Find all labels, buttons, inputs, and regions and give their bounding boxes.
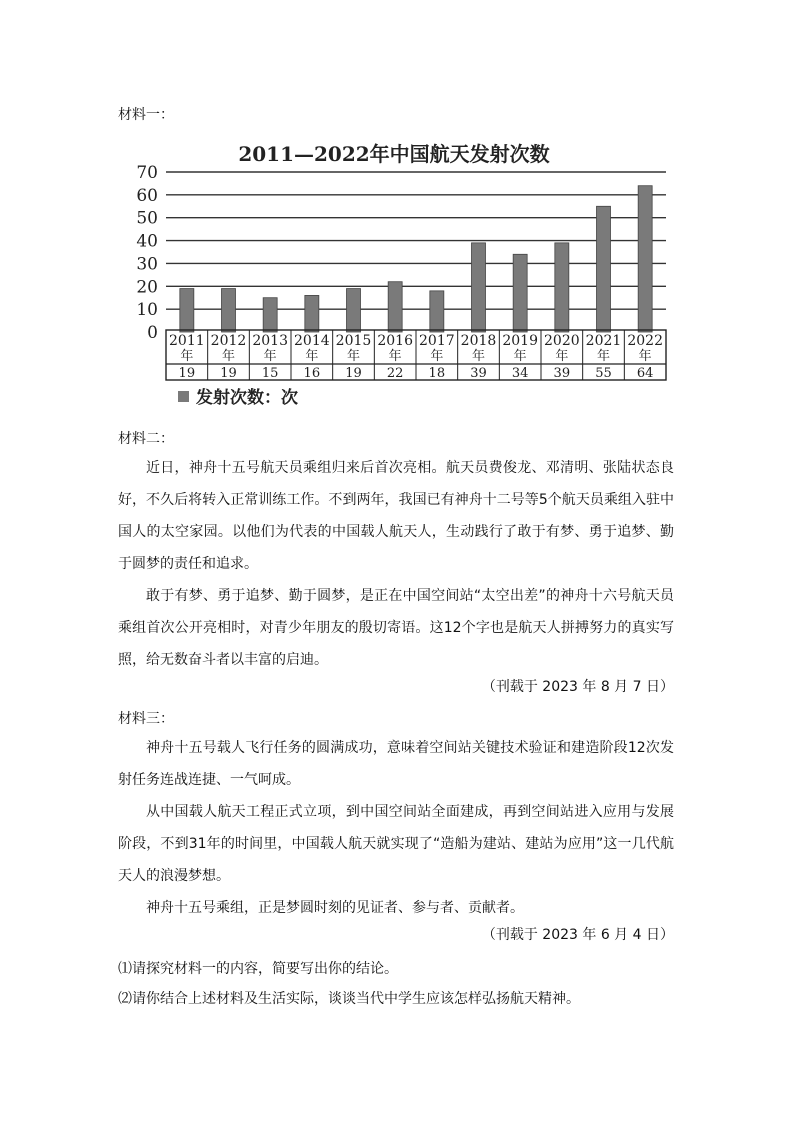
x-tick-suffix: 年 (596, 349, 611, 364)
x-tick-year: 2022 (627, 333, 663, 349)
data-label: 15 (261, 366, 279, 381)
x-tick-year: 2012 (210, 333, 247, 349)
x-tick-suffix: 年 (346, 349, 361, 364)
x-tick-suffix: 年 (638, 349, 652, 364)
x-tick-year: 2019 (502, 333, 538, 349)
data-label: 64 (636, 366, 654, 381)
x-tick-year: 2020 (544, 333, 580, 349)
bar-2011 (180, 289, 194, 332)
bar-2015 (347, 289, 361, 332)
x-tick-year: 2013 (252, 333, 288, 349)
data-label: 34 (511, 366, 529, 381)
x-tick-year: 2011 (169, 333, 205, 349)
x-tick-suffix: 年 (555, 349, 569, 364)
y-tick-label: 70 (136, 163, 158, 183)
material2-source: （刊载于 2023 年 8 月 7 日） (481, 679, 674, 695)
y-tick-label: 10 (136, 300, 158, 321)
bar-2022 (638, 186, 652, 332)
bar-2019 (513, 254, 527, 332)
bar-2021 (597, 206, 611, 332)
y-tick-label: 50 (136, 208, 158, 229)
data-label: 16 (303, 366, 321, 381)
x-tick-suffix: 年 (180, 349, 194, 364)
data-label: 18 (428, 366, 446, 381)
x-tick-year: 2018 (460, 333, 497, 349)
bar-2013 (263, 298, 277, 332)
y-tick-label: 60 (136, 185, 158, 206)
material3-source: （刊载于 2023 年 6 月 4 日） (481, 927, 674, 943)
y-tick-label: 20 (136, 277, 158, 298)
material3-label: 材料三： (118, 711, 174, 727)
bar-2018 (472, 243, 486, 332)
x-tick-suffix: 年 (263, 349, 277, 364)
y-tick-label: 0 (147, 323, 158, 343)
question-2: ⑵请你结合上述材料及生活实际，谈谈当代中学生应该怎样弘扬航天精神。 (118, 991, 580, 1007)
x-tick-suffix: 年 (221, 349, 236, 364)
x-tick-year: 2015 (335, 333, 372, 349)
data-label: 19 (178, 366, 196, 381)
question-1: ⑴请探究材料一的内容，简要写出你的结论。 (118, 961, 398, 977)
bar-2016 (388, 282, 402, 332)
data-label: 19 (220, 366, 237, 381)
x-tick-year: 2017 (419, 333, 455, 349)
legend-label: 发射次数：次 (196, 388, 298, 408)
chart-title: 2011—2022年中国航天发射次数 (238, 142, 550, 166)
x-tick-suffix: 年 (388, 349, 402, 364)
material3-paragraph-1: 神舟十五号载人飞行任务的圆满成功，意味着空间站关键技术验证和建造阶段12次发射任务连战连捷、一气呵成。 (118, 740, 674, 788)
data-label: 19 (345, 366, 362, 381)
bar-2020 (555, 243, 569, 332)
material1-label: 材料一： (118, 107, 174, 123)
data-label: 22 (386, 366, 404, 381)
x-tick-year: 2014 (294, 333, 330, 349)
x-tick-suffix: 年 (305, 349, 319, 364)
bar-2017 (430, 291, 444, 332)
data-label: 39 (470, 366, 487, 381)
y-tick-label: 30 (136, 254, 158, 275)
material2-label: 材料二： (118, 431, 174, 447)
data-label: 39 (553, 366, 571, 381)
x-tick-year: 2016 (377, 333, 413, 349)
x-tick-suffix: 年 (430, 349, 444, 364)
material2-paragraph-1: 近日，神舟十五号航天员乘组归来后首次亮相。航天员费俊龙、邓清明、张陆状态良好，不久后将转入正常训练工作。不到两年，我国已有神舟十二号等5个航天员乘组入驻中国人的太空家园。以他们为代表的中国载人航天人，生动践行了敢于有梦、勇于追梦、勤于圆梦的责任和追求。 (118, 460, 674, 572)
data-label: 55 (595, 366, 612, 381)
launch-count-bar-chart (118, 130, 678, 420)
material3-paragraph-3: 神舟十五号乘组，正是梦圆时刻的见证者、参与者、贡献者。 (146, 900, 524, 916)
y-tick-label: 40 (136, 231, 158, 252)
bar-2014 (305, 295, 319, 332)
material3-paragraph-2: 从中国载人航天工程正式立项，到中国空间站全面建成，再到空间站进入应用与发展阶段，不到31年的时间里，中国载人航天就实现了“造船为建站、建站为应用”这一几代航天人的浪漫梦想。 (118, 804, 674, 884)
legend-swatch (178, 391, 189, 402)
material2-paragraph-2: 敢于有梦、勇于追梦、勤于圆梦，是正在中国空间站“太空出差”的神舟十六号航天员乘组首次公开亮相时，对青少年朋友的殷切寄语。这12个字也是航天人拼搏努力的真实写照，给无数奋斗者以丰富的启迪。 (118, 588, 674, 668)
x-tick-year: 2021 (585, 333, 622, 349)
x-tick-suffix: 年 (471, 349, 486, 364)
bar-2012 (222, 289, 236, 332)
x-tick-suffix: 年 (513, 349, 527, 364)
